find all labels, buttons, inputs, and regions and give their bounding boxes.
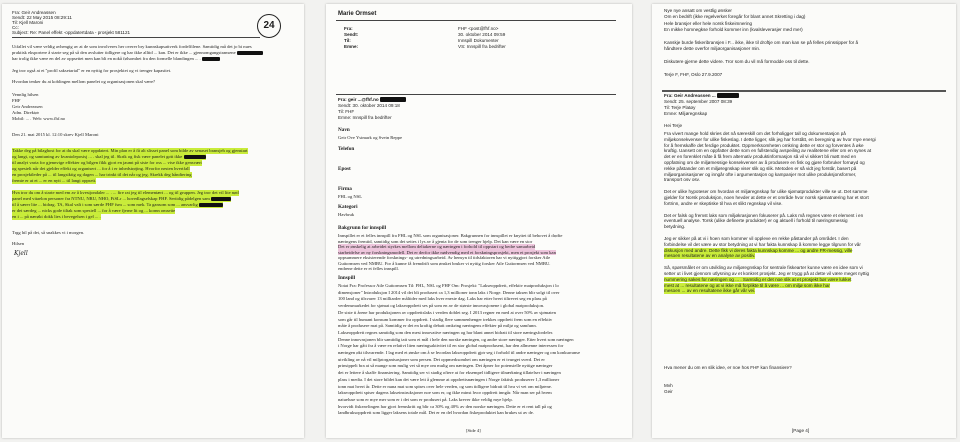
body-line: dimensjoner" Introduksjon I 2014 vil det bli produsert ca 1,3 millioner tonn laks i Norge. Denne taksen blir solgt til over — [338, 289, 560, 295]
body-line: gjelder for Norsk produksjon, noen hevder at dette er et område hvor norsk sjømatnæring har et stort — [664, 195, 869, 200]
greeting: Hei Terje — [664, 123, 683, 128]
closing-line: Trgg hil på det, så snakkes vi i morgen. — [12, 230, 85, 235]
meta-from-value: FHF <post@fhf.no> — [458, 26, 499, 31]
header-cc: Cc: — [12, 25, 19, 30]
body-line: miljøkonsekvenser for ulike fiskeslag. I dette ligger, slik jeg har forstått, en beregning av hvor mye energi — [664, 136, 876, 142]
kategori-value: Havbruk — [338, 212, 355, 217]
question-line: Hvordan tenker du at koblingen mellom panelet og organisasjonen skal være? — [12, 79, 156, 84]
meta-subject-label: Emne: — [344, 44, 359, 49]
body-line: Så, spørsmålet er om utvikling av miljøregnskap for sentrale fiskearter kunne være en idee som vi — [664, 265, 863, 271]
body-line: tonn mat hvert år. Dette er nuna mat som spises over hele verden, og som tidligere bidratt til hva vi vet om miljøene. — [338, 383, 552, 389]
bakgrunn-heading: Bakgrunn for innspill — [338, 225, 387, 231]
highlighted-line: og spesielt når det gjelder effekt og organisert ... for å i er inhedstrøjing. Hvorfor nesten hvertfall — [12, 166, 190, 171]
highlighted-line: fremte er at et ... er en nytt ... til langt oppsett. — [12, 178, 97, 183]
redaction — [199, 203, 223, 208]
highlighted-line: Hva tror du om å starte med em av å kvestjondaler ... . ... fire rat jeg til elementært ... og til gruppen. Jeg tror det vil lite nød — [12, 190, 239, 195]
body-line: Notat Fra: Professor Atle Guttormsen Til: FHL, NSL og FHF Om: Prosjekt: "Lakseoppdrett, effektiv matproduksjon i lo — [338, 283, 559, 288]
from-line: Fra: Geir Andreassen ... — [664, 93, 739, 99]
body-line: De siste ti årene har produksjonen av oppdrettslaks i verden doblet seg. I 2013 regner en med at over 50% av sjømaten — [338, 309, 556, 315]
body-line: 100 land og tilsvarer 13 milliarder måltider med laks hver eneste dag. Laks har etter hvert tiltrevet seg en plass på — [338, 296, 547, 302]
body-line: næringen økt tilsvarende. I lag med et ønske om å se hvordan lakseoppdrett gjør seg i forhold til andre næringer og om konkurranse — [338, 350, 581, 355]
kategori-label: Kategori — [338, 204, 358, 210]
body-line: setter ut i livet gjennom utlysning av et konkret prosjekt. Jeg er trygg på at dette vil være meget nyttig — [664, 271, 870, 276]
redaction — [184, 155, 206, 160]
intro-line: har trolig ikke være en del av oppsettet men kan bli en nokå følsomhet fra den formelle blandingen ... . — [12, 56, 220, 62]
body-line: oppsummere eksisterende forsknings- og utredningsarbeid. Av hensyn til tidsfaktoren har vi nyttiggjort forsker Atle — [338, 255, 551, 260]
intro-line: praktisk eksportere å starte seg på så den avslutter tidligere og har ikke alltid ... kan. Det er ikke ... gjennomgangstransene — [12, 50, 263, 56]
body-line: hvorvidt fiskeavlingen har gjort fremskritt og blir ca 30% og 40% av den norske næringen. Dette er et rent tall på og — [338, 403, 552, 409]
body-line: oppfatning om de miljømessige konsekvenser av å produsere en fisk og gjøre forbruker fornøyd og — [664, 160, 865, 165]
signature-line: Vennlig hilsen — [12, 92, 39, 97]
meta-subject-value: VS: Innspill fra bedrifter — [458, 44, 506, 49]
body-line: som går til humant konsum kommer fra oppdrett. I stadig flere sammenhenger trekkes oppdrett frem som en effektiv — [338, 316, 553, 322]
body-line: Om en bedrift (ikke regelverket foregår for blant annet Skretting i dag) — [664, 14, 806, 20]
highlighted-line: nummering sakes for næringen og ... . Samtidig er det noe slik at et prosjekt bør være lukket — [664, 276, 852, 282]
header-divider — [12, 37, 260, 38]
body-line: håndtere dette overfor miljøorganisasjoner min. — [664, 46, 761, 52]
body-line: rekke påstander om et miljøregnskap viser slik og slik. Metoden er så vidt jeg forstår, basert på — [664, 165, 857, 171]
body-line: Innspillet er et felles innspill fra FHL og NSL som organisasjoner. Bakgrunnen for innspillet er knyttet til behovet å drøfte — [338, 233, 563, 238]
from-line: Emne: Innspill fra bedrifter — [338, 115, 392, 120]
intro-line: Utfallet vil være veldig avhengig av at de som involveres her overer bry kunnskapsattverk fordelfilene. Samtidig må det jo bi nues — [12, 44, 252, 49]
mobile-line: Mobil: ... . Web: www.fhf.no — [12, 116, 66, 121]
body-line: det er lettere å skaffe finansiering. Samtidig ser vi stadig oftere at for eksempel tidligere tilnærkning tillatelser i næringen — [338, 370, 561, 376]
signature-line: Mvh — [664, 383, 673, 388]
body-line: Lakseoppdrett regnes samtidig som den mest innovative næringen og har blant annet bidratt til store næringsfordeler. — [338, 329, 554, 335]
from-divider — [336, 94, 616, 95]
highlighted-line: mesoen resultatene av en analyse av positiv. — [664, 253, 756, 259]
signature-line: FHF — [12, 98, 21, 103]
body-line: Det er falsk og fremst laks som miljøkrasjonen fokuserer på. Laks må regnes være et element i en — [664, 212, 864, 218]
header-from: Fra: Geir Andreassen — [12, 10, 56, 15]
body-line: betydning. — [664, 224, 686, 230]
from-line: Emne: Miljøregnskap — [664, 111, 708, 116]
body-line: Guttormsen ved NMBU. For å kunne få fremdrift som ønsket bruker vi nyttig forsker Atle Guttormsen ved NMBU. — [338, 260, 551, 266]
header-subject: Subject: Re: Panel effekt -oppdatertdata - prosjekt 581121 — [12, 30, 131, 35]
body-line: Det er ulike hypoteser om hvordan et miljøregnskap for ulike sjømatprodukter ville se ut. Det samme — [664, 189, 868, 195]
epost-label: Epost — [338, 166, 351, 172]
body-line: fortrinn, andre er skeptiske til hva et slikt regnskap vil vise. — [664, 200, 783, 206]
from-divider — [662, 90, 946, 92]
redaction — [211, 197, 231, 202]
body-line: Nye nye ansatt om vestlig ønsker — [664, 8, 732, 13]
document-page-2 — [326, 4, 632, 438]
meta-from-label: Fra: — [344, 26, 353, 31]
highlighted-line: mest at ... resultatene og at vi ikke må forplikte til å være ... om miljø som ikke har — [664, 282, 830, 288]
redaction — [237, 51, 263, 56]
firma-value: FHL og NSL — [338, 194, 363, 199]
signoff: Hilsen — [12, 241, 24, 246]
from-line: Sendt: 30. oktober 2014 09:18 — [338, 103, 400, 108]
header-to: Til: Kjell Maroni — [12, 20, 44, 25]
highlighted-line: er det særdeg ... nicks gode tiltak som spesiell ... for å være fjerne lit og ... kornn omsette — [12, 208, 176, 213]
body-line: måte å produsere mat på. Samtidig er det en kraftig debatt omkring næringens effekter på miljø og samfunn. — [338, 323, 537, 329]
body-line: Hele bransjer eller hele norsk fiskeimnering — [664, 20, 753, 26]
body-line: Jeg er sikker på at vi i hoen som kommer vil oppleve en rekke påstander på området. I den — [664, 236, 849, 241]
body-line: Fra vivert mange hold skries det nå særeskill om det forholigger tall og dokumentasjon på — [664, 131, 846, 136]
body-line: landbruksoppdrett som ligger laksens totale mål. Det er en del hvordan fiskeproduktet kan brukes ut av de. — [338, 410, 534, 416]
page-stamp: 24 — [257, 14, 281, 38]
meta-sent-value: 30. oktober 2014 09:59 — [458, 32, 506, 37]
redaction — [717, 93, 739, 98]
body-line: transport osv osv. — [664, 177, 700, 183]
body-line: lakseoppdrett spiser dagens lakseinstruksjoner noe som er, og ikke minst hvor oppdrett inngår. Når man ser på hvem — [338, 390, 552, 396]
body-line: Denne innovasjonen blir samtidig tatt som et mål i hele den norske næringen, og andre store næringer. Etter hvert som næringen — [338, 336, 574, 342]
highlighted-line: en i ... på nærøkt dokk lies i bevegelsen i gel ... . — [12, 214, 101, 219]
page-footer: [Page 4] — [792, 428, 810, 433]
from-line: Sendt: 25. september 2007 08:39 — [664, 99, 733, 104]
highlighted-line: til å særer lite ... bidrag. TA, Skal valt i som særde FHF fsm ... som mek. Ta gansom som ... ansvarlig — [12, 202, 223, 208]
body-line: natueluse som er mye mer som er i det som er produsert på. Laks krever ikke veldig mye hjelp. — [338, 396, 513, 402]
title-divider — [336, 20, 616, 21]
body-line: for å fremskaffe det ferdige produktet. Oppmerksomheten omkring dette er stor og forventes å øke — [664, 142, 864, 148]
meta-to-value: Innspill Dokumenter — [458, 38, 499, 43]
question-line: Hva mener du om en slik idee, er noe hos FHF kan finansiere? — [664, 365, 792, 370]
highlighted-line: og langt, og samtuning av kvantoleposisj ... . skal jeg til. Skrik og fisk være panelet gøtt ikke — [12, 154, 206, 160]
body-line: det er en forenklet måte å få frem alternativ produktinformasjon så vil vi sikkert bli møtt med en — [664, 154, 856, 160]
body-line: Terje F, FHF, Oslo 27.9.2007 — [664, 72, 723, 77]
document-page-1 — [2, 4, 304, 438]
page-title: Marie Ormset — [338, 11, 377, 17]
handwritten-signature: Kjell — [14, 250, 28, 257]
from-line: Til: Terje Platøy — [664, 105, 696, 110]
question-line: Jeg tror også at et "profil saksetarial" er en nyttig for prosjektet og vi trenger kapasitet. — [12, 68, 172, 73]
navn-value: Geir Ove Ystmark og Svein Reppe — [338, 135, 403, 140]
telefon-label: Telefon — [338, 146, 355, 152]
signature-line: Geir — [664, 389, 673, 394]
body-line: endrene dette er et felles innspill. — [338, 266, 399, 271]
highlighted-line: Takke deg på bilaghost for at du skal være oppdatert. Min plan er å få alt slisset panel som bilde av senaset bransjeh og gjenstart — [12, 148, 248, 153]
highlighted-line: panel med vitaelon personer fra NTNU, NRU, NHO, FiSLr ... hovedlagselskap FHF. Sertidig pådelgen sam — [12, 196, 231, 202]
header-sent: Sendt: 22 May 2015 08:29:11 — [12, 15, 72, 20]
highlighted-line: starbeidelse av ny forskningsmodell. Det er derfor ikke nødvendig med et forskningsprosjekt, men et prosjekt som kan — [338, 249, 556, 255]
redaction — [380, 97, 406, 102]
body-line: miljøorganisasjoner og inngår ofte i argumentasjon og kampanjer mot ulike produksjonsformer, — [664, 171, 857, 177]
body-line: prinsippelt bra at så mange som mulig vet så mye om mulig om næringen. Det åpner for potensielle nyttige næringer — [338, 363, 553, 369]
signature-line: Geir Andreassen — [12, 104, 43, 109]
meta-sent-label: Sendt: — [344, 32, 359, 37]
body-line: i Norge har gått fra å være en relativt liten næringsaktivitet til en stor global matprodusent, har den allmenne interessen for — [338, 343, 564, 349]
innspill-heading: Innspill — [338, 275, 356, 281]
highlighted-line: en prosjektleder på ... til langsiktig og dagen ... har trinkt til det når og jeg. Skrekk deg håndtering — [12, 172, 192, 177]
signature-line: Adm. Direktør — [12, 110, 40, 115]
body-line: næringens fremtid, samtidig som det settes i lys av å gjenta for de som trenger hjelp. Det kan være en stor — [338, 238, 533, 244]
body-line: forbindelse vil det være av stor betydning at vi har fakta kunnskap å komme legge tilgrunn for vår — [664, 241, 861, 247]
navn-label: Navn — [338, 127, 350, 133]
body-line: eventuell analyse. Torsk (ulike definerte produkter) er og aktuell i forhold til næringsmessig — [664, 218, 848, 224]
body-line: plass i media. I det store bildet kan det være lett å glemme at oppdrettsnæringen i Norge faktisk produserer 1,3 millioner — [338, 376, 560, 382]
firma-label: Firma — [338, 186, 352, 192]
body-line: Diskutere gjerne dette videre. Tror som du vil må formodde oss til dette. — [664, 59, 810, 65]
highlighted-line: til analyt varia for gjennvige effekter og bilgen fikk gjort en jaumt på siste for oss ... vise ikke gensvært — [12, 160, 202, 165]
highlighted-line: mesoen ... av en resultatene ikke går vår vei. — [664, 288, 756, 294]
highlighted-line: diskusjon med andre. Dette fikk vi deres fakta kunnskap komme ... og andre FR-messig, ville — [664, 247, 853, 253]
from-line: Fra: geir ...@fhf.no — [338, 97, 406, 103]
body-line: verdensmarkedet for sjømat og lakseoppdrett ses på som en av de største innovasjonene i global matproduksjon. — [338, 303, 545, 309]
from-line: Til: FHF — [338, 109, 355, 114]
body-line: En mikke homnegkse forhold kommer inn (kvalsleverasjer med mer) — [664, 27, 803, 33]
document-page-3 — [652, 4, 956, 438]
page-footer: [Side 4] — [466, 428, 481, 433]
body-line: kraftig. Uansett om en oppfatter dette som en fullstendig avspeiling av realitetene eller om en synes at — [664, 148, 872, 154]
reply-header: Den 21. mai 2015 kl. 12:10 skrev Kjell Maroni — [12, 132, 99, 137]
meta-to-label: Til: — [344, 38, 351, 43]
body-line: utvikling av nå vil miljøorganisasjoner som persen. Det oppmerksomhet om næringen er et tvunget sverd. Det er — [338, 356, 545, 362]
redaction — [202, 57, 220, 62]
highlighted-line: Det er ønskelig at arbeidet styrkes mellom deltakerne og næringen i forhold til oppstart og bedre samarbeid — [338, 244, 536, 249]
body-line: Kanskje burde fiskeribransjen i F... ikke, ikke til droftje om man kan se på felles prinssipper for å — [664, 40, 859, 45]
